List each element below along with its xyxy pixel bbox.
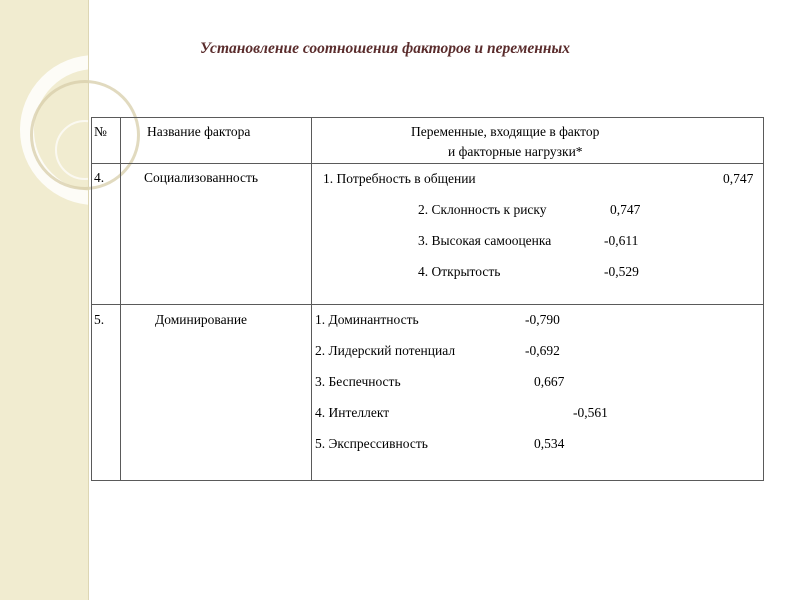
table-row-divider: [92, 304, 763, 305]
row-number: 5.: [94, 312, 105, 327]
header-variables: Переменные, входящие в фактор: [411, 124, 600, 139]
variable-name: 4. Открытость: [418, 264, 501, 279]
variable-loading: -0,529: [604, 264, 639, 279]
variable-loading: 0,747: [723, 171, 754, 186]
row-number: 4.: [94, 170, 105, 185]
table-column-divider: [311, 118, 312, 480]
variable-loading: -0,561: [573, 405, 608, 420]
variable-name: 1. Потребность в общении: [323, 171, 476, 186]
variable-loading: 0,667: [534, 374, 565, 389]
variable-name: 2. Лидерский потенциал: [315, 343, 456, 358]
decorative-side-panel: [0, 0, 88, 600]
variable-name: 4. Интеллект: [315, 405, 390, 420]
variable-loading: -0,790: [525, 312, 560, 327]
table-column-divider: [120, 118, 121, 480]
header-variables: и факторные нагрузки*: [448, 144, 583, 159]
factor-name: Социализованность: [144, 170, 259, 185]
slide-title: Установление соотношения факторов и переменных: [200, 40, 570, 57]
variable-loading: 0,747: [610, 202, 641, 217]
variable-name: 3. Беспечность: [315, 374, 401, 389]
variable-name: 3. Высокая самооценка: [418, 233, 552, 248]
variable-name: 5. Экспрессивность: [315, 436, 428, 451]
variable-name: 2. Склонность к риску: [418, 202, 547, 217]
header-number: №: [94, 124, 107, 139]
side-divider: [88, 0, 89, 600]
variable-loading: 0,534: [534, 436, 565, 451]
variable-loading: -0,611: [604, 233, 639, 248]
factor-name: Доминирование: [155, 312, 248, 327]
factor-table: [91, 117, 764, 481]
table-row-divider: [92, 163, 763, 164]
variable-name: 1. Доминантность: [315, 312, 419, 327]
header-factor-name: Название фактора: [147, 124, 251, 139]
variable-loading: -0,692: [525, 343, 560, 358]
